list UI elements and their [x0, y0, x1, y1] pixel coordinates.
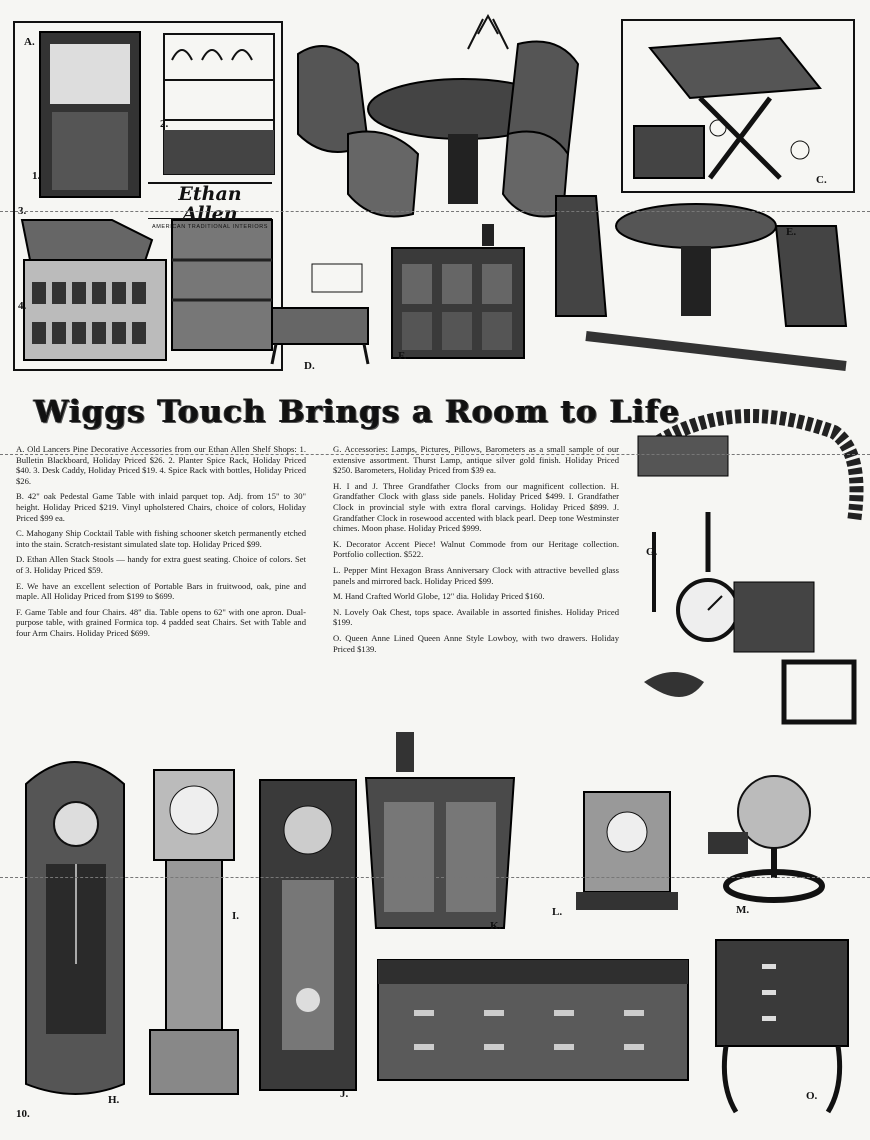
- grandfather-clock-h-illustration: [140, 760, 248, 1098]
- accessories-lamp-barometer-illustration: [624, 392, 864, 732]
- label-1: 1.: [32, 170, 41, 182]
- copy-item-k: K. Decorator Accent Piece! Walnut Commode from our Heritage collection. Portfolio collection. $522.: [333, 538, 619, 560]
- label-l: L.: [552, 906, 563, 918]
- copy-item-n: N. Lovely Oak Chest, tops space. Available in assorted finishes. Holiday Priced $199.: [333, 606, 619, 628]
- label-10: 10.: [16, 1108, 30, 1120]
- portable-bar-illustration: [386, 214, 532, 368]
- label-o: O.: [806, 1090, 818, 1102]
- copy-item-o: O. Queen Anne Lined Queen Anne Style Lowboy, with two drawers. Holiday Priced $139.: [333, 632, 619, 654]
- scan-line: [0, 877, 870, 878]
- world-globe-illustration: [704, 768, 834, 908]
- label-3: 3.: [18, 205, 27, 217]
- copy-item-l: L. Pepper Mint Hexagon Brass Anniversary Clock with attractive bevelled glass panels and mirrored back. Holiday Priced $99.: [333, 564, 619, 586]
- walnut-commode-illustration: [360, 732, 520, 946]
- grandfather-clock-10-illustration: [16, 744, 134, 1120]
- copy-item-f: F. Game Table and four Chairs. 48" dia. Table opens to 62" with one apron. Dual-purpose table, with grained Formica top. 4 padded seat Chairs. Set with Table and four Arm Chairs. Holiday Priced $699.: [16, 606, 306, 638]
- copy-item-c: C. Mahogany Ship Cocktail Table with fishing schooner sketch permanently etched into the stain. Scratch-resistant simulated slate top. Holiday Priced $99.: [16, 528, 306, 549]
- oak-chest-illustration: [374, 940, 694, 1088]
- headline: Wiggs Touch Brings a Room to Life: [34, 394, 681, 430]
- game-table-set-illustration: [546, 186, 862, 382]
- copy-item-d: D. Ethan Allen Stack Stools — handy for extra guest seating. Choice of colors. Set of 3. Holiday Priced $59.: [16, 554, 306, 575]
- label-4: 4.: [18, 300, 27, 312]
- scan-line: [0, 454, 870, 455]
- ethan-allen-logo: [148, 182, 272, 230]
- label-m: M.: [736, 904, 750, 916]
- label-h: H.: [108, 1094, 120, 1106]
- label-c: C.: [816, 174, 827, 186]
- ship-cocktail-table-illustration: [620, 18, 856, 194]
- label-a: A.: [24, 36, 35, 48]
- ad-copy-left-column: [16, 444, 306, 644]
- brand-name: Ethan Allen: [178, 183, 242, 225]
- label-d: D.: [304, 360, 315, 372]
- copy-item-g: G. Accessories: Lamps, Pictures, Pillows, Barometers as a small sample of our extensive assortment. Thurst Lamp, antique silver gold finish. Holiday Priced $250. Barometers, Holiday Priced from $39 ea.: [333, 444, 619, 476]
- label-i: I.: [232, 910, 240, 922]
- stack-stools-illustration: [262, 250, 380, 370]
- copy-item-e: E. We have an excellent selection of Portable Bars in fruitwood, oak, pine and maple. All Holiday Priced from $199 to $699.: [16, 580, 306, 602]
- copy-item-a: A. Old Lancers Pine Decorative Accessories from our Ethan Allen Shelf Shops: 1. Bulletin Blackboard, Holiday Priced $26. 2. Planter Spice Rack, Holiday Priced $40. 3. Desk Caddy, Holiday Priced $19. 4. Spice Rack with bottles, Holiday Priced $26.: [16, 444, 306, 486]
- label-e: E.: [786, 226, 797, 238]
- queen-anne-lowboy-illustration: [706, 934, 858, 1120]
- grandfather-clock-j-illustration: [252, 770, 364, 1096]
- scan-line: [0, 211, 870, 212]
- label-f: F.: [398, 350, 407, 362]
- label-k: K.: [490, 920, 502, 932]
- copy-item-b: B. 42" oak Pedestal Game Table with inlaid parquet top. Adj. from 15" to 30" height. Holiday Priced $219. Vinyl upholstered Chairs, choice of colors, Holiday Priced $99 ea.: [16, 491, 306, 523]
- label-2: 2.: [160, 118, 169, 130]
- ad-copy-right-column: [333, 444, 619, 659]
- copy-item-h-i-j: H. I and J. Three Grandfather Clocks from our magnificent collection. H. Grandfather Clock with glass side panels. Holiday Priced $499. I. Grandfather Clock in provincial style with extra floral carvings. Holiday Priced $899. J. Grandfather Clock in rosewood accented with black pearl. Deep tone Westminster chimes. Moon phase. Holiday Priced $999.: [333, 480, 619, 534]
- label-j: J.: [340, 1088, 349, 1100]
- anniversary-clock-illustration: [570, 772, 684, 916]
- brand-tagline: AMERICAN TRADITIONAL INTERIORS: [151, 224, 269, 230]
- label-g: G.: [646, 546, 658, 558]
- copy-item-m: M. Hand Crafted World Globe, 12" dia. Holiday Priced $160.: [333, 591, 545, 602]
